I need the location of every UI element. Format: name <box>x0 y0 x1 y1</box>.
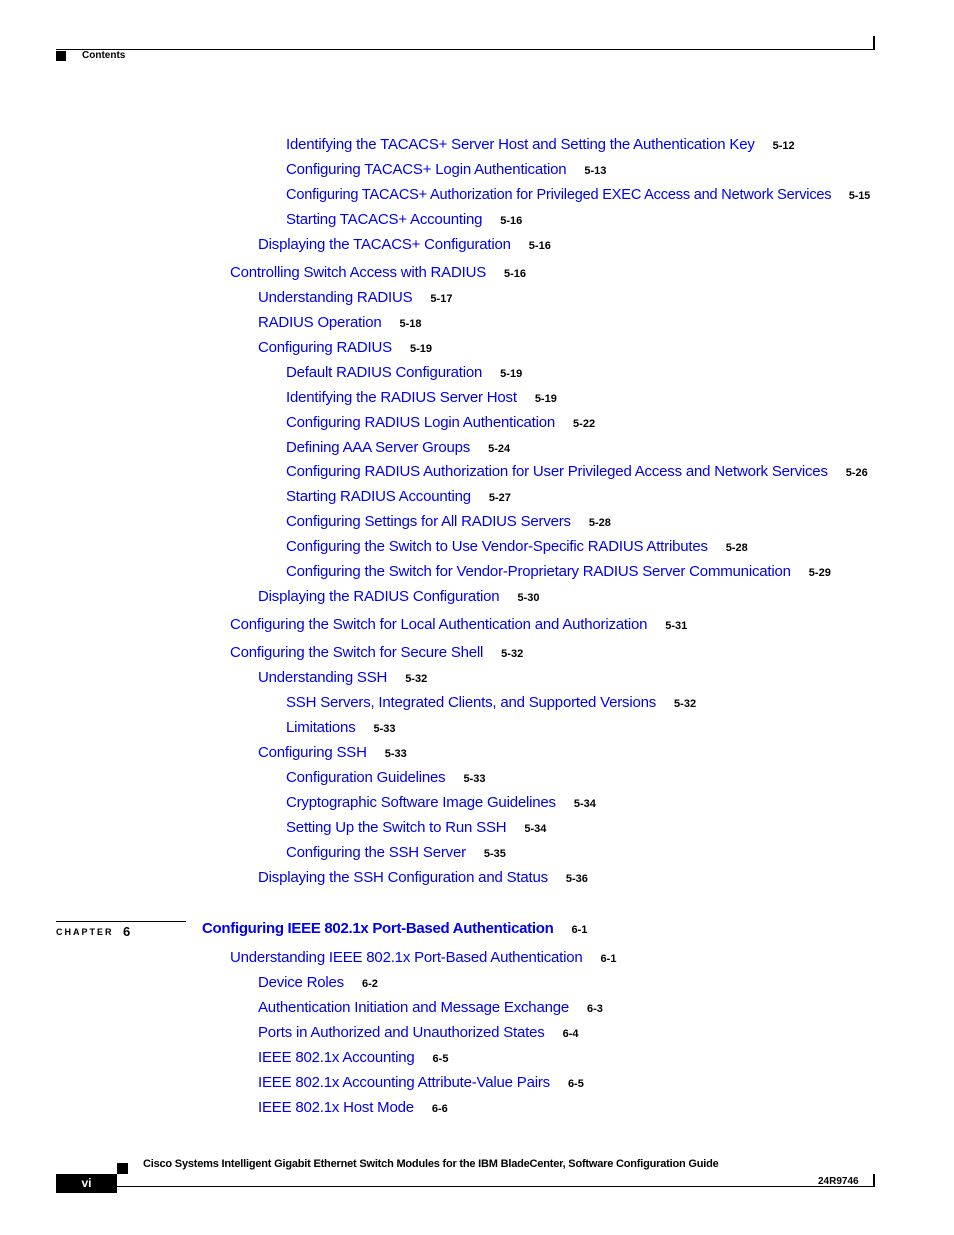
toc-entry-title: IEEE 802.1x Accounting Attribute-Value Pairs <box>258 1074 550 1091</box>
toc-entry-title: Controlling Switch Access with RADIUS <box>230 264 487 281</box>
toc-entry-title: Ports in Authorized and Unauthorized States <box>258 1024 545 1041</box>
toc-entry-page: 6-4 <box>562 1028 579 1040</box>
chapter-number: 6 <box>123 924 131 939</box>
toc-entry-link[interactable] <box>286 414 595 433</box>
chapter-label: CHAPTER <box>56 927 114 937</box>
toc-entry-title: RADIUS Operation <box>258 314 382 331</box>
toc-entry-link[interactable] <box>286 719 396 738</box>
toc-entry-page: 5-29 <box>808 567 831 579</box>
toc-entry-link[interactable] <box>286 819 546 838</box>
toc-entry-link[interactable] <box>230 949 616 968</box>
toc-entry-page: 6-3 <box>587 1003 603 1015</box>
toc-entry-page: 5-12 <box>772 140 795 152</box>
toc-entry-page: 5-27 <box>488 492 511 504</box>
toc-entry-link[interactable] <box>286 211 522 230</box>
toc-entry-title: Authentication Initiation and Message Exchange <box>258 999 570 1016</box>
toc-entry-page: 5-19 <box>534 393 557 405</box>
toc-entry-title: Configuring SSH <box>258 744 367 761</box>
toc-entry-link[interactable] <box>286 694 696 713</box>
toc-entry-page: 5-26 <box>845 467 868 479</box>
footer-marker <box>117 1163 128 1174</box>
toc-entry-link[interactable] <box>258 669 427 688</box>
toc-entry-page: 6-5 <box>567 1078 584 1090</box>
toc-entry-link[interactable] <box>258 1074 584 1093</box>
toc-entry-page: 5-28 <box>725 542 748 554</box>
toc-entry-title: Starting TACACS+ Accounting <box>286 211 483 228</box>
toc-entry-link[interactable] <box>258 999 603 1018</box>
toc-entry-page: 5-13 <box>584 165 607 177</box>
toc-entry-title: Configuration Guidelines <box>286 769 446 786</box>
toc-entry-page: 5-16 <box>504 268 527 280</box>
toc-entry-title: Configuring the Switch for Local Authentication and Authorization <box>230 616 648 633</box>
toc-entry-page: 5-30 <box>517 592 540 604</box>
chapter-title-text: Configuring IEEE 802.1x Port-Based Authentication <box>202 920 554 937</box>
toc-entry-page: 5-18 <box>399 318 422 330</box>
toc-entry-link[interactable] <box>286 488 511 507</box>
toc-entry-title: Configuring RADIUS Authorization for User Privileged Access and Network Services <box>286 463 828 480</box>
header-rule <box>56 49 875 50</box>
toc-entry-link[interactable] <box>258 314 422 333</box>
toc-entry-page: 5-35 <box>483 848 506 860</box>
toc-entry-page: 5-34 <box>524 823 547 835</box>
toc-entry-title: SSH Servers, Integrated Clients, and Supported Versions <box>286 694 657 711</box>
toc-entry-title: Configuring the Switch for Secure Shell <box>230 644 484 661</box>
toc-entry-title: IEEE 802.1x Accounting <box>258 1049 415 1066</box>
toc-entry-link[interactable] <box>258 289 452 308</box>
toc-entry-title: Understanding IEEE 802.1x Port-Based Authentication <box>230 949 583 966</box>
toc-entry-page: 5-28 <box>588 517 611 529</box>
header-tick <box>873 36 875 50</box>
toc-entry-title: Defining AAA Server Groups <box>286 439 471 456</box>
toc-entry-link[interactable] <box>286 794 596 813</box>
toc-entry-page: 5-22 <box>573 418 596 430</box>
toc-entry-page: 5-32 <box>501 648 524 660</box>
toc-entry-page: 5-15 <box>848 190 871 202</box>
toc-entry-link[interactable] <box>258 236 551 255</box>
footer-title: Cisco Systems Intelligent Gigabit Ethernet Switch Modules for the IBM BladeCenter, Software Configuration Guide <box>143 1158 719 1170</box>
footer-tick <box>873 1174 875 1187</box>
toc-entry-title: Understanding RADIUS <box>258 289 413 306</box>
toc-entry-link[interactable] <box>258 1049 448 1068</box>
toc-entry-title: Default RADIUS Configuration <box>286 364 483 381</box>
toc-entry-link[interactable] <box>286 563 831 582</box>
toc-entry-link[interactable] <box>258 1099 448 1118</box>
toc-entry-title: Configuring the Switch for Vendor-Proprietary RADIUS Server Communication <box>286 563 791 580</box>
chapter-title-link[interactable] <box>202 920 587 937</box>
toc-entry-page: 5-16 <box>528 240 551 252</box>
chapter-rule <box>56 921 186 922</box>
toc-entry-page: 6-1 <box>600 953 617 965</box>
toc-entry-title: Configuring TACACS+ Authorization for Privileged EXEC Access and Network Services <box>286 186 832 203</box>
toc-entry-title: Configuring RADIUS <box>258 339 392 356</box>
toc-entry-title: Understanding SSH <box>258 669 388 686</box>
chapter-page-number: 6-1 <box>571 924 588 936</box>
footer-page-number: vi <box>81 1176 92 1190</box>
toc-entry-title: Displaying the TACACS+ Configuration <box>258 236 511 253</box>
toc-entry-title: Displaying the SSH Configuration and Status <box>258 869 548 886</box>
toc-entry-link[interactable] <box>286 439 510 458</box>
toc-entry-title: Configuring the SSH Server <box>286 844 466 861</box>
toc-entry-link[interactable] <box>286 513 611 532</box>
toc-entry-page: 5-24 <box>488 443 511 455</box>
toc-entry-title: Identifying the RADIUS Server Host <box>286 389 517 406</box>
toc-entry-link[interactable] <box>286 186 870 205</box>
toc-entry-link[interactable] <box>230 644 523 663</box>
toc-entry-page: 5-17 <box>430 293 453 305</box>
toc-entry-page: 5-19 <box>409 343 432 355</box>
toc-entry-page: 5-34 <box>573 798 596 810</box>
toc-entry-link[interactable] <box>286 844 506 863</box>
toc-entry-page: 5-36 <box>565 873 588 885</box>
toc-entry-page: 5-32 <box>674 698 697 710</box>
toc-entry-title: Configuring Settings for All RADIUS Servers <box>286 513 571 530</box>
footer-doc-number: 24R9746 <box>818 1176 859 1187</box>
toc-entry-page: 5-32 <box>405 673 428 685</box>
toc-entry-link[interactable] <box>230 616 687 635</box>
toc-entry-link[interactable] <box>258 588 539 607</box>
toc-entry-link[interactable] <box>286 769 486 788</box>
toc-entry-link[interactable] <box>286 463 868 482</box>
toc-entry-page: 5-33 <box>384 748 407 760</box>
toc-entry-page: 6-6 <box>431 1103 448 1115</box>
toc-entry-link[interactable] <box>286 136 795 155</box>
toc-entry-link[interactable] <box>258 339 432 358</box>
toc-entry-title: Setting Up the Switch to Run SSH <box>286 819 507 836</box>
toc-entry-title: Identifying the TACACS+ Server Host and Setting the Authentication Key <box>286 136 755 153</box>
toc-entry-title: IEEE 802.1x Host Mode <box>258 1099 414 1116</box>
toc-entry-title: Configuring TACACS+ Login Authentication <box>286 161 567 178</box>
toc-entry-link[interactable] <box>286 538 748 557</box>
toc-entry-link[interactable] <box>258 974 378 993</box>
toc-entry-title: Starting RADIUS Accounting <box>286 488 471 505</box>
toc-entry-link[interactable] <box>286 389 557 408</box>
toc-entry-page: 6-2 <box>361 978 378 990</box>
toc-entry-page: 5-16 <box>500 215 523 227</box>
footer-rule <box>117 1186 874 1187</box>
toc-entry-title: Cryptographic Software Image Guidelines <box>286 794 556 811</box>
toc-entry-page: 5-31 <box>665 620 688 632</box>
toc-entry-link[interactable] <box>230 264 526 283</box>
toc-entry-page: 5-33 <box>373 723 396 735</box>
toc-entry-title: Displaying the RADIUS Configuration <box>258 588 500 605</box>
toc-entry-title: Limitations <box>286 719 356 736</box>
toc-entry-link[interactable] <box>286 161 606 180</box>
toc-entry-link[interactable] <box>258 1024 579 1043</box>
toc-entry-page: 5-33 <box>463 773 486 785</box>
header-label: Contents <box>82 50 126 61</box>
toc-entry-title: Configuring the Switch to Use Vendor-Specific RADIUS Attributes <box>286 538 708 555</box>
header-marker <box>56 51 66 61</box>
toc-entry-title: Configuring RADIUS Login Authentication <box>286 414 556 431</box>
toc-entry-link[interactable] <box>258 869 588 888</box>
toc-entry-page: 6-5 <box>432 1053 449 1065</box>
toc-entry-page: 5-19 <box>500 368 523 380</box>
toc-entry-link[interactable] <box>286 364 522 383</box>
toc-entry-title: Device Roles <box>258 974 344 991</box>
toc-entry-link[interactable] <box>258 744 407 763</box>
